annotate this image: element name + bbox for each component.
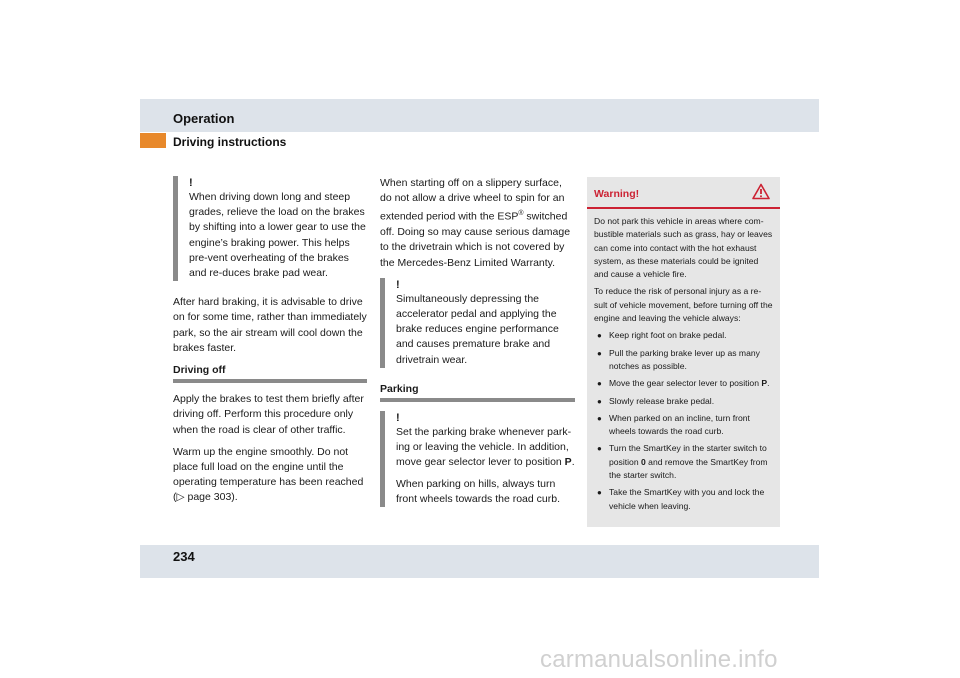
list-item-text: When parked on an incline, turn front wheels towards the road curb.	[609, 412, 750, 437]
caution-note-text-1	[396, 425, 575, 471]
gear-position-p: P	[564, 456, 572, 469]
list-item	[594, 347, 773, 374]
caution-icon: !	[396, 278, 400, 291]
caution-note-text: When driving down long and steep grades, relieve the load on the brakes by shifting into a lower gear to use the engine’s braking power. This helps pre-vent overheating of the brakes and re-duces brake pad wear.	[189, 191, 366, 280]
note-text-part: Set the parking brake whenever park-ing or leaving the vehicle. In addition, move gear selector lever to position	[396, 425, 572, 469]
warning-title: Warning!	[594, 188, 640, 200]
page-number: 234	[173, 549, 195, 564]
bullet-icon: ●	[597, 331, 602, 341]
paragraph-warm-up: Warm up the engine smoothly. Do not place full load on the engine until the operating temperature has been reached (▷ page 303).	[173, 445, 364, 504]
section-marker	[140, 133, 166, 148]
list-item-text: Keep right foot on brake pedal.	[609, 330, 727, 341]
column-left	[173, 176, 367, 513]
heading-parking: Parking	[380, 382, 575, 402]
note-text-part: .	[571, 456, 575, 469]
list-item-text: Take the SmartKey with you and lock the vehicle when leaving.	[609, 487, 765, 511]
bullet-icon: ●	[597, 379, 602, 389]
list-item	[594, 377, 773, 390]
bullet-icon: ●	[597, 444, 602, 454]
warning-paragraph-movement: To reduce the risk of personal injury as a re-sult of vehicle movement, before turning off the engine and leaving the vehicle always:	[594, 286, 773, 324]
list-item	[594, 486, 773, 513]
paragraph-slippery-surface	[380, 176, 575, 271]
subsection-title: Driving instructions	[173, 135, 287, 149]
bullet-icon: ●	[597, 348, 602, 358]
registered-mark: ®	[518, 210, 524, 218]
list-item-text: Slowly release brake pedal.	[609, 395, 715, 406]
list-item	[594, 412, 773, 439]
list-item-text: Turn the SmartKey in the starter switch to position	[609, 443, 767, 467]
warning-paragraph-fire: Do not park this vehicle in areas where com-bustible materials such as grass, hay or leaves can come into contact with the hot exhaust system, as these materials could be ignited and cause a vehicle fire.	[594, 216, 773, 280]
paragraph-slippery-text-1: When starting off on a slippery surface, do not allow a drive wheel to spin for an extended period with the ESP	[380, 177, 565, 223]
list-item-text: Pull the parking brake lever up as many notches as possible.	[609, 347, 760, 371]
caution-icon: !	[396, 411, 400, 424]
list-item-text: and remove the SmartKey from the starter switch.	[609, 456, 768, 481]
caution-note-parking	[380, 411, 575, 507]
caution-note-text-2: When parking on hills, always turn front wheels towards the road curb.	[396, 477, 561, 505]
list-item-text: .	[767, 378, 770, 389]
list-item	[594, 395, 773, 408]
warning-body	[587, 209, 780, 513]
bullet-icon: ●	[597, 413, 602, 423]
heading-driving-off: Driving off	[173, 363, 367, 383]
gear-position-p: P	[761, 378, 768, 389]
key-position-0: 0	[641, 456, 646, 467]
header-band	[140, 99, 819, 132]
list-item	[594, 329, 773, 342]
column-middle	[380, 176, 575, 521]
warning-list	[594, 329, 773, 513]
warning-triangle-icon	[752, 183, 770, 200]
paragraph-after-braking: After hard braking, it is advisable to drive on for some time, rather than immediately park, so the air stream will cool down the brakes faster.	[173, 296, 367, 354]
bullet-icon: ●	[597, 488, 602, 498]
warning-box	[587, 177, 780, 527]
list-item-text: Move the gear selector lever to position	[609, 378, 762, 389]
bullet-icon: ●	[597, 396, 602, 406]
watermark: carmanualsonline.info	[540, 646, 778, 673]
paragraph-slippery-text-2: switched off. Doing so may cause serious damage to the drivetrain which is not covered by the Mercedes-Benz Limited Warranty.	[380, 210, 571, 269]
warning-header	[587, 177, 780, 209]
caution-icon: !	[189, 177, 193, 189]
caution-note-brakes	[173, 176, 367, 281]
list-item	[594, 442, 773, 482]
footer-band	[140, 545, 819, 578]
paragraph-apply-brakes: Apply the brakes to test them briefly after driving off. Perform this procedure only when the road is clear of other traffic.	[173, 393, 364, 436]
section-title: Operation	[173, 111, 235, 126]
caution-note-pedals	[380, 278, 575, 368]
caution-note-text: Simultaneously depressing the accelerator pedal and applying the brake reduces engine performance and causes premature brake and drivetrain wear.	[396, 292, 559, 366]
